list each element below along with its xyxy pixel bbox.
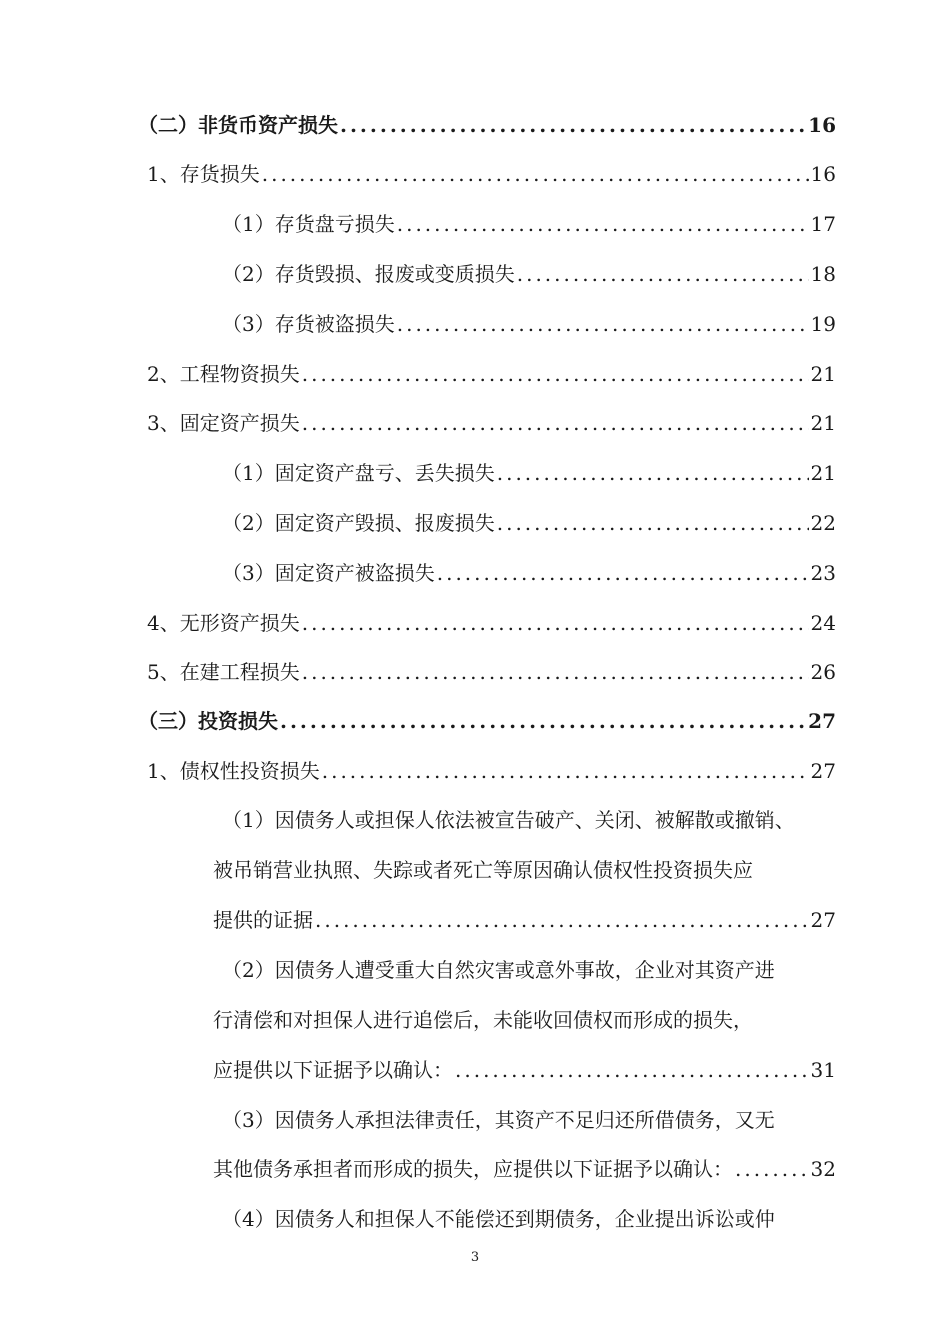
toc-entry-fixed-asset-theft[interactable] bbox=[222, 559, 836, 587]
leader-dots bbox=[735, 1155, 809, 1183]
toc-entry-page: 27 bbox=[808, 709, 836, 733]
toc-entry-label: 其他债务承担者而形成的损失，应提供以下证据予以确认： bbox=[213, 1157, 733, 1181]
toc-entry-engineering-materials-loss[interactable] bbox=[147, 360, 836, 388]
toc-entry-page: 21 bbox=[810, 362, 836, 386]
toc-entry-fixed-asset-damage[interactable] bbox=[222, 509, 836, 537]
toc-entry-label: （1）固定资产盘亏、丢失损失 bbox=[222, 461, 495, 485]
toc-entry-inventory-theft[interactable] bbox=[222, 310, 836, 338]
toc-entry-legal-liability-evidence[interactable] bbox=[213, 1155, 836, 1183]
leader-dots bbox=[517, 260, 809, 288]
toc-entry-text-line: （4）因债务人和担保人不能偿还到期债务，企业提出诉讼或仲 bbox=[222, 1207, 775, 1231]
toc-entry-label: （3）存货被盗损失 bbox=[222, 312, 395, 336]
toc-entry-page: 27 bbox=[810, 908, 836, 932]
leader-dots bbox=[497, 459, 809, 487]
toc-entry-page: 23 bbox=[810, 561, 836, 585]
toc-entry-page: 19 bbox=[810, 312, 836, 336]
toc-entry-label: 4、无形资产损失 bbox=[147, 611, 300, 635]
leader-dots bbox=[302, 609, 809, 637]
toc-entry-construction-in-progress-loss[interactable] bbox=[147, 658, 836, 686]
toc-entry-text-line: （2）因债务人遭受重大自然灾害或意外事故，企业对其资产进 bbox=[222, 958, 775, 982]
toc-entry-non-monetary-asset-loss[interactable] bbox=[138, 111, 836, 139]
toc-entry-label: 3、固定资产损失 bbox=[147, 411, 300, 435]
toc-entry-label: （2）固定资产毁损、报废损失 bbox=[222, 511, 495, 535]
toc-entry-page: 24 bbox=[810, 611, 836, 635]
toc-entry-label: 1、债权性投资损失 bbox=[147, 759, 320, 783]
toc-entry-inventory-damage[interactable] bbox=[222, 260, 836, 288]
toc-entry-label: （二）非货币资产损失 bbox=[138, 113, 338, 137]
leader-dots bbox=[397, 210, 809, 238]
toc-entry-label: 1、存货损失 bbox=[147, 162, 260, 186]
toc-entry-disaster-evidence[interactable] bbox=[213, 1056, 836, 1084]
leader-dots bbox=[302, 409, 809, 437]
leader-dots bbox=[455, 1056, 809, 1084]
leader-dots bbox=[340, 111, 806, 139]
toc-entry-page: 18 bbox=[810, 262, 836, 286]
toc-entry-page: 21 bbox=[810, 461, 836, 485]
toc-entry-debt-investment-loss[interactable] bbox=[147, 757, 836, 785]
leader-dots bbox=[302, 658, 809, 686]
toc-entry-fixed-asset-shortage[interactable] bbox=[222, 459, 836, 487]
toc-entry-investment-loss[interactable] bbox=[138, 707, 836, 735]
toc-entry-bankruptcy-evidence[interactable] bbox=[213, 906, 836, 934]
toc-entry-page: 17 bbox=[810, 212, 836, 236]
toc-entry-fixed-asset-loss[interactable] bbox=[147, 409, 836, 437]
toc-entry-page: 27 bbox=[810, 759, 836, 783]
toc-entry-inventory-loss[interactable] bbox=[147, 160, 836, 188]
toc-entry-page: 16 bbox=[810, 162, 836, 186]
toc-entry-text-line: （1）因债务人或担保人依法被宣告破产、关闭、被解散或撤销、 bbox=[222, 808, 795, 832]
toc-entry-text-line: （3）因债务人承担法律责任，其资产不足归还所借债务，又无 bbox=[222, 1108, 775, 1132]
toc-entry-label: 提供的证据 bbox=[213, 908, 313, 932]
leader-dots bbox=[280, 707, 806, 735]
toc-entry-page: 26 bbox=[810, 660, 836, 684]
toc-entry-label: （1）存货盘亏损失 bbox=[222, 212, 395, 236]
toc-entry-text-line: 行清偿和对担保人进行追偿后，未能收回债权而形成的损失， bbox=[213, 1008, 753, 1032]
toc-entry-label: 5、在建工程损失 bbox=[147, 660, 300, 684]
leader-dots bbox=[497, 509, 809, 537]
toc-entry-page: 21 bbox=[810, 411, 836, 435]
toc-entry-intangible-asset-loss[interactable] bbox=[147, 609, 836, 637]
leader-dots bbox=[302, 360, 809, 388]
toc-entry-label: 应提供以下证据予以确认： bbox=[213, 1058, 453, 1082]
toc-entry-page: 16 bbox=[808, 113, 836, 137]
toc-entry-page: 31 bbox=[810, 1058, 836, 1082]
leader-dots bbox=[262, 160, 809, 188]
toc-entry-text-line: 被吊销营业执照、失踪或者死亡等原因确认债权性投资损失应 bbox=[213, 858, 753, 882]
leader-dots bbox=[397, 310, 809, 338]
leader-dots bbox=[322, 757, 809, 785]
toc-entry-label: 2、工程物资损失 bbox=[147, 362, 300, 386]
toc-entry-label: （3）固定资产被盗损失 bbox=[222, 561, 435, 585]
toc-entry-page: 22 bbox=[810, 511, 836, 535]
toc-entry-label: （三）投资损失 bbox=[138, 709, 278, 733]
toc-entry-inventory-shortage[interactable] bbox=[222, 210, 836, 238]
leader-dots bbox=[315, 906, 809, 934]
page-number: 3 bbox=[470, 1250, 480, 1265]
toc-entry-label: （2）存货毁损、报废或变质损失 bbox=[222, 262, 515, 286]
leader-dots bbox=[437, 559, 809, 587]
toc-entry-page: 32 bbox=[810, 1157, 836, 1181]
